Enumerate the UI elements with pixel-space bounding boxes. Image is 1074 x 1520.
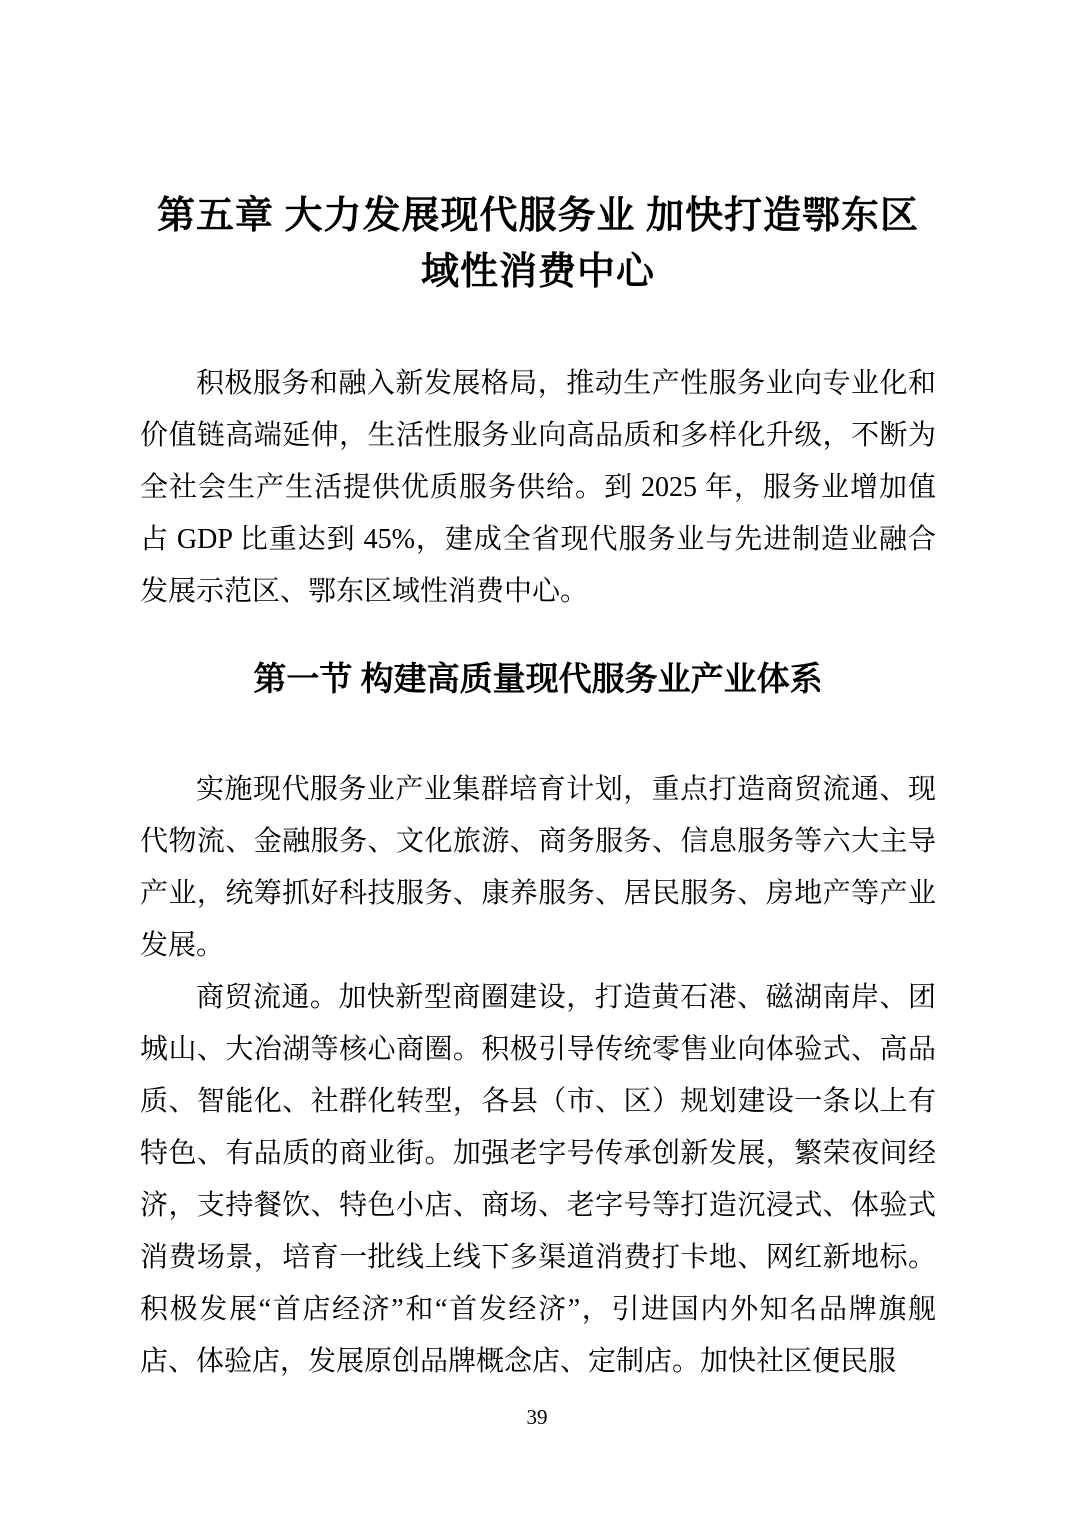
body-paragraph: 商贸流通。加快新型商圈建设，打造黄石港、磁湖南岸、团城山、大冶湖等核心商圈。积极引导传统零售业向体验式、高品质、智能化、社群化转型，各县（市、区）规划建设一条以上有特色、有品质的商业街。加强老字号传承创新发展，繁荣夜间经济，支持餐饮、特色小店、商场、老字号等打造沉浸式、体验式消费场景，培育一批线上线下多渠道消费打卡地、网红新地标。积极发展“首店经济”和“首发经济”，引进国内外知名品牌旗舰店、体验店，发展原创品牌概念店、定制店。加快社区便民服 — [140, 982, 936, 1377]
page-number: 39 — [526, 1405, 548, 1429]
section-title: 第一节 构建高质量现代服务业产业体系 — [253, 662, 823, 698]
chapter-title: 第五章 大力发展现代服务业 加快打造鄂东区域性消费中心 — [156, 195, 919, 293]
body-paragraph: 实施现代服务业产业集群培育计划，重点打造商贸流通、现代物流、金融服务、文化旅游、商务服务、信息服务等六大主导产业，统筹抓好科技服务、康养服务、居民服务、房地产等产业发展。 — [140, 774, 936, 961]
intro-paragraph: 积极服务和融入新发展格局，推动生产性服务业向专业化和价值链高端延伸，生活性服务业向高品质和多样化升级，不断为全社会生产生活提供优质服务供给。到 2025 年，服务业增加值占 GDP 比重达到 45%，建成全省现代服务业与先进制造业融合发展示范区、鄂东区域性消费中心。 — [140, 368, 936, 607]
